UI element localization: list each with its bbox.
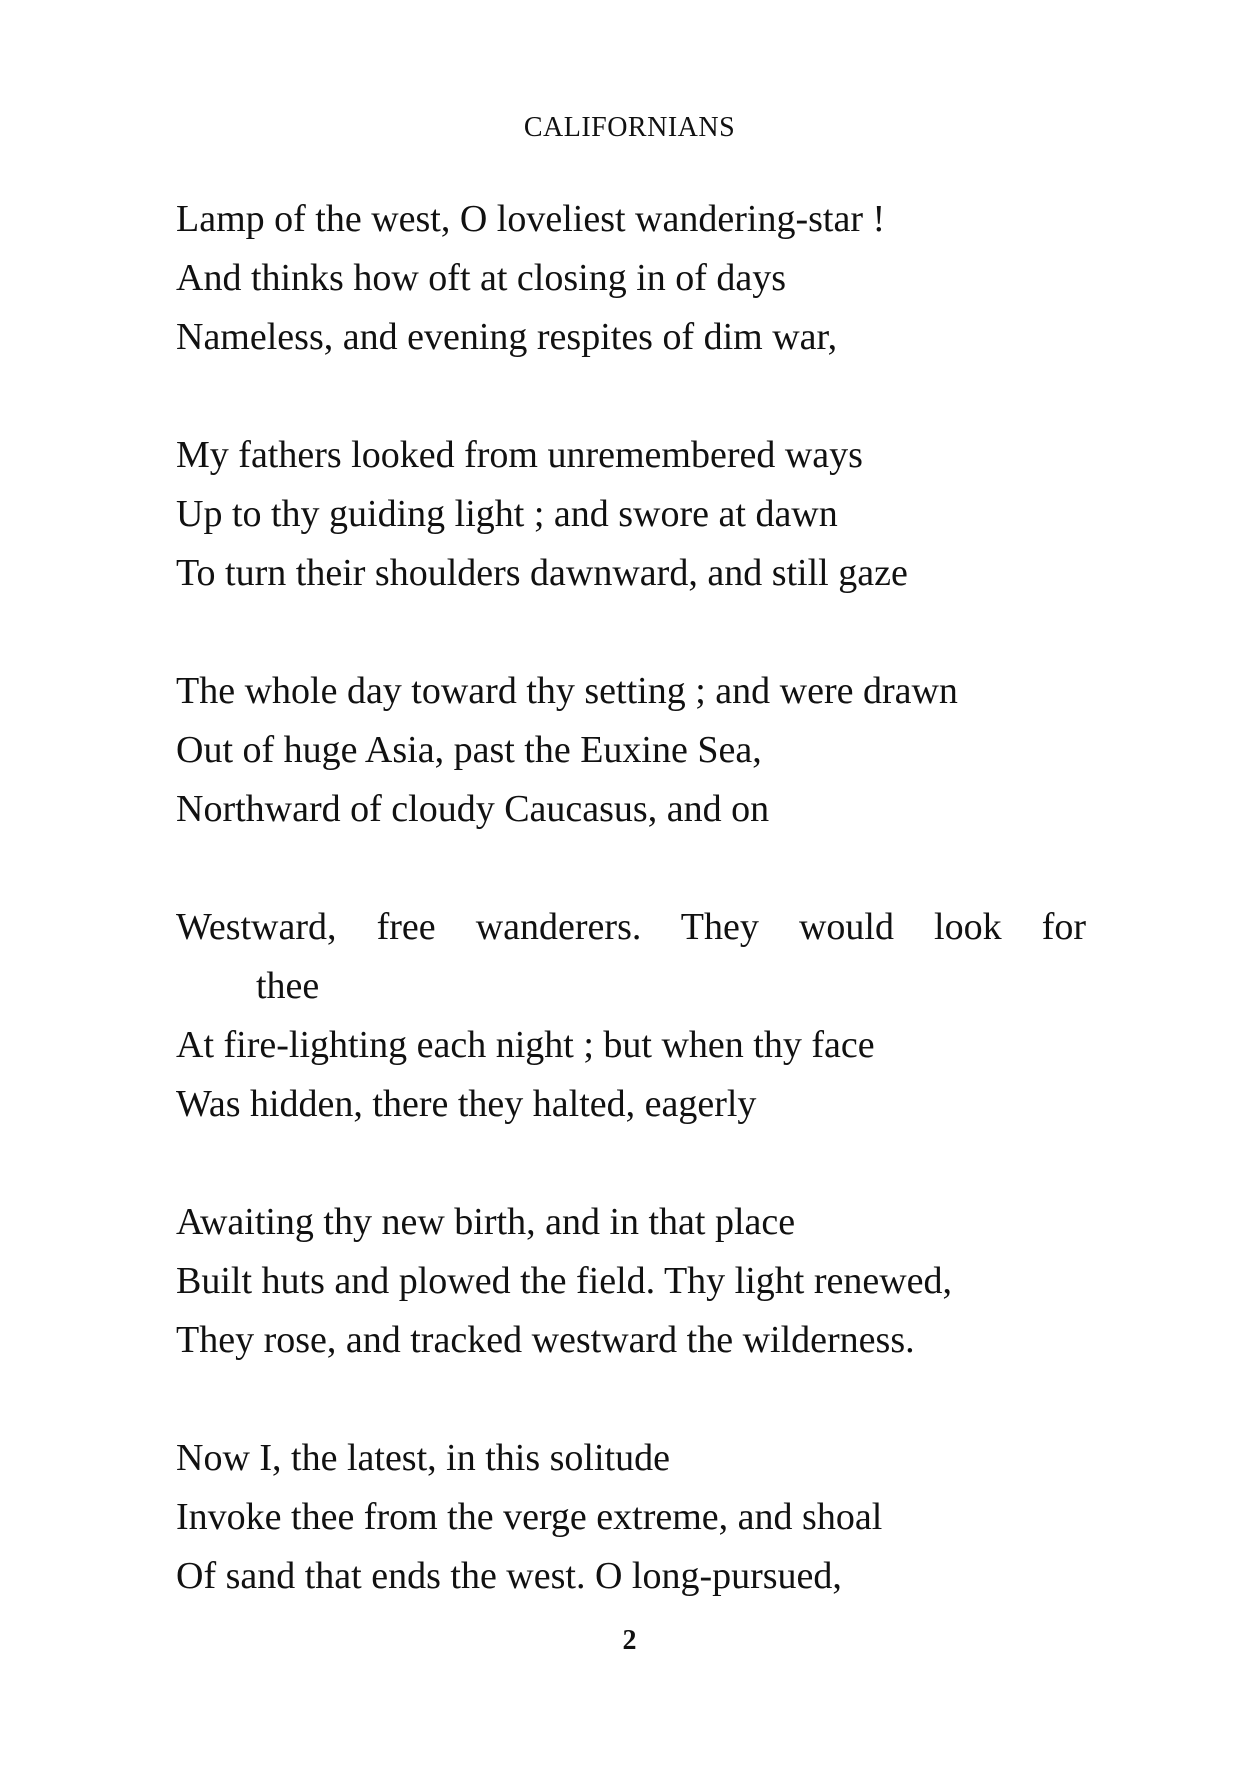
poem-line: Now I, the latest, in this solitude — [176, 1437, 670, 1479]
poem-line: Was hidden, there they halted, eagerly — [176, 1083, 757, 1125]
poem-line: Built huts and plowed the field. Thy light renewed, — [176, 1260, 953, 1302]
poem-line: Out of huge Asia, past the Euxine Sea, — [176, 729, 762, 771]
stanza — [176, 1429, 1096, 1606]
poem-line: At fire-lighting each night ; but when thy face — [176, 1024, 875, 1066]
stanza — [176, 426, 1096, 603]
poem-line: Lamp of the west, O loveliest wandering-star ! — [176, 198, 886, 240]
poem-line: Awaiting thy new birth, and in that place — [176, 1201, 796, 1243]
stanza — [176, 662, 1096, 839]
poem-line: Of sand that ends the west. O long-pursued, — [176, 1555, 842, 1597]
poem — [176, 190, 1096, 1665]
page-number: 2 — [622, 1625, 637, 1656]
poem-line: To turn their shoulders dawnward, and still gaze — [176, 552, 908, 594]
poem-line: Nameless, and evening respites of dim war, — [176, 316, 838, 358]
poem-line: Northward of cloudy Caucasus, and on — [176, 788, 770, 830]
poem-line: Invoke thee from the verge extreme, and shoal — [176, 1496, 883, 1538]
poem-line: They rose, and tracked westward the wilderness. — [176, 1319, 915, 1361]
poem-line: Up to thy guiding light ; and swore at dawn — [176, 493, 838, 535]
poem-line: The whole day toward thy setting ; and were drawn — [176, 670, 958, 712]
stanza — [176, 1193, 1096, 1370]
running-head: CALIFORNIANS — [523, 112, 736, 143]
poem-line: And thinks how oft at closing in of days — [176, 257, 787, 299]
poem-line-continuation: thee — [256, 965, 320, 1007]
poem-line: My fathers looked from unremembered ways — [176, 434, 863, 476]
stanza — [176, 190, 1096, 367]
poem-line: Westward, free wanderers. They would look for — [176, 906, 1086, 948]
stanza — [176, 898, 1096, 1134]
